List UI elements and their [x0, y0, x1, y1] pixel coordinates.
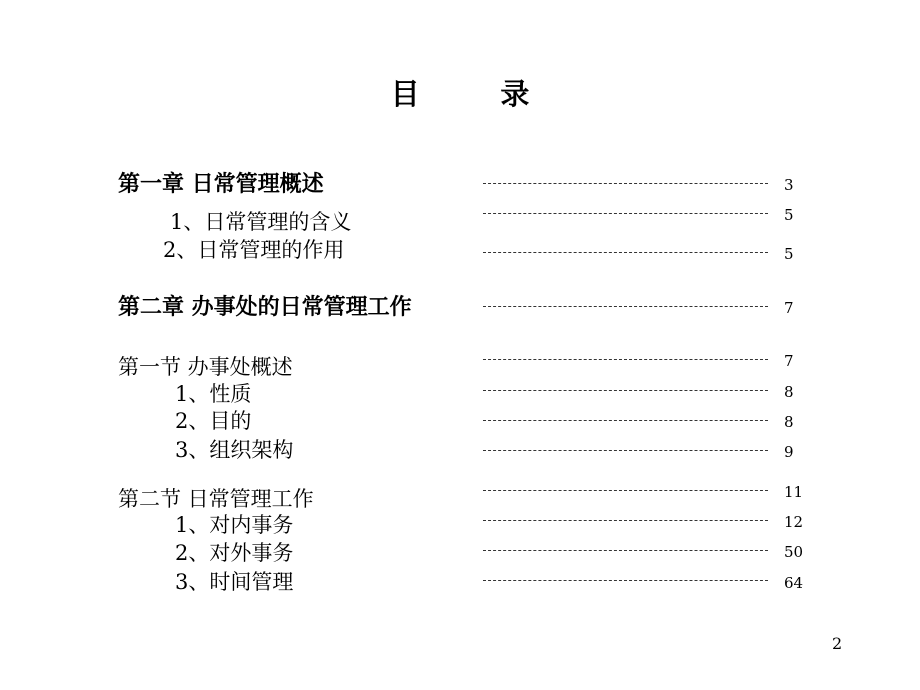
toc-leader	[483, 213, 768, 214]
toc-leader	[483, 252, 768, 253]
toc-leader	[483, 550, 768, 551]
toc-chapter-2: 第二章 办事处的日常管理工作	[118, 295, 412, 320]
toc-page-number: 11	[784, 483, 804, 501]
toc-leader	[483, 450, 768, 451]
toc-leader	[483, 420, 768, 421]
toc-leader	[483, 520, 768, 521]
slide-number: 2	[832, 634, 843, 653]
toc-leader	[483, 359, 768, 360]
toc-page-number: 8	[784, 413, 794, 431]
toc-leader	[483, 390, 768, 391]
toc-page-number: 64	[784, 574, 804, 592]
toc-item: 1、对内事务	[175, 513, 294, 537]
toc-page-number: 12	[784, 513, 804, 531]
page-title: 目 录	[390, 77, 530, 111]
toc-page-number: 5	[784, 245, 794, 263]
toc-item: 3、组织架构	[175, 438, 294, 462]
toc-item: 1、日常管理的含义	[170, 210, 352, 234]
toc-item: 2、对外事务	[175, 541, 294, 565]
toc-page-number: 3	[784, 176, 794, 194]
toc-page-number: 50	[784, 543, 804, 561]
toc-leader	[483, 580, 768, 581]
toc-item: 1、性质	[175, 382, 252, 406]
toc-page-number: 8	[784, 383, 794, 401]
toc-chapter-1: 第一章 日常管理概述	[118, 172, 324, 197]
toc-page-number: 7	[784, 352, 794, 370]
toc-item: 2、日常管理的作用	[163, 238, 345, 262]
toc-leader	[483, 306, 768, 307]
toc-section-1: 第一节 办事处概述	[118, 355, 293, 379]
toc-page-number: 5	[784, 206, 794, 224]
toc-item: 2、目的	[175, 409, 252, 433]
toc-page-number: 7	[784, 299, 794, 317]
toc-section-2: 第二节 日常管理工作	[118, 487, 314, 511]
toc-page-number: 9	[784, 443, 794, 461]
toc-leader	[483, 490, 768, 491]
toc-leader	[483, 183, 768, 184]
toc-item: 3、时间管理	[175, 570, 294, 594]
